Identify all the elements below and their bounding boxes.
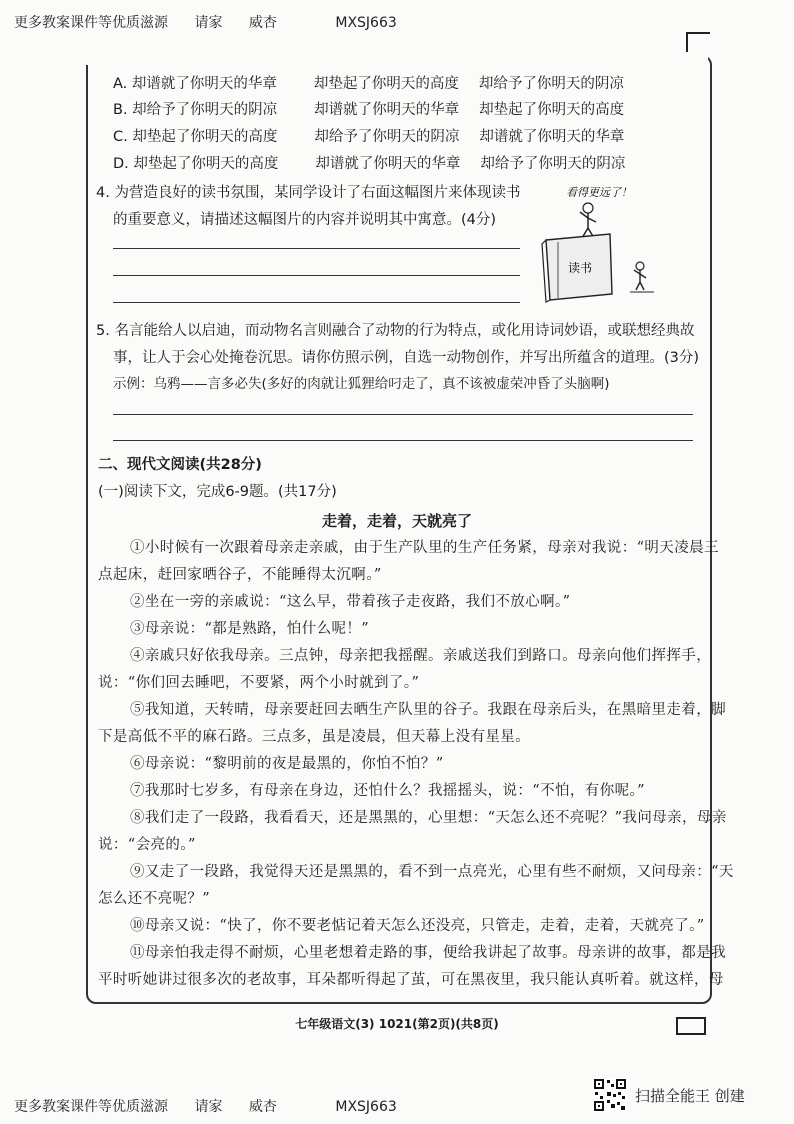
section-subheading: (一)阅读下文，完成6-9题。(共17分) — [98, 484, 337, 500]
passage-line: 平时听她讲过很多次的老故事，耳朵都听得起了茧，可在黑夜里，我只能认真听着。就这样，母 — [98, 972, 724, 988]
passage-line: ⑨又走了一段路，我觉得天还是黑黑的，看不到一点亮光，心里有些不耐烦，又问母亲：“天 — [130, 864, 734, 880]
passage-line: ④亲戚只好依我母亲。三点钟，母亲把我摇醒。亲戚送我们到路口。母亲向他们挥挥手， — [130, 648, 712, 664]
code-text: MXSJ663 — [335, 1099, 397, 1115]
passage-line: ⑥母亲说：“黎明前的夜是最黑的，你怕不怕？” — [130, 756, 444, 772]
contact-name: 威杏 — [248, 15, 277, 31]
contact-label: 请家 — [194, 1099, 223, 1115]
passage-line: ①小时候有一次跟着母亲走亲戚，由于生产队里的生产任务紧，母亲对我说：“明天凌晨三 — [130, 540, 719, 556]
passage-line: ⑧我们走了一段路，我看看天，还是黑黑的，心里想：“天怎么还不亮呢？”我问母亲，母亲 — [130, 810, 727, 826]
contact-label: 请家 — [194, 15, 223, 31]
passage-title: 走着，走着，天就亮了 — [321, 512, 472, 530]
promo-text: 更多教案课件等优质滋源 — [14, 15, 168, 31]
illus-caption: 看得更远了！ — [566, 186, 632, 199]
person-body-icon — [580, 212, 596, 238]
scanner-text: 扫描全能王 创建 — [635, 1086, 745, 1105]
passage-line: ③母亲说：“都是熟路，怕什么呢！” — [130, 621, 370, 637]
option-a: A. 却谱就了你明天的华章 却垫起了你明天的高度 却给予了你明天的阴凉 — [113, 76, 624, 92]
page-corner-box — [676, 1017, 706, 1035]
passage-line: ⑪母亲怕我走得不耐烦，心里老想着走路的事，便给我讲起了故事。母亲讲的故事，都是我 — [130, 945, 726, 961]
option-c: C. 却垫起了你明天的高度 却给予了你明天的阴凉 却谱就了你明天的华章 — [113, 129, 625, 145]
qr-code-icon — [593, 1078, 627, 1112]
q5-example: 示例：乌鸦——言多必失(多好的肉就让狐狸给叼走了，真不该被虚荣冲昏了头脑啊) — [113, 376, 610, 392]
passage-line: 说：“会亮的。” — [98, 837, 196, 853]
q5-line1: 5. 名言能给人以启迪，而动物名言则融合了动物的行为特点，或化用诗词妙语，或联想经典故 — [96, 323, 695, 339]
scanner-badge — [593, 1078, 745, 1112]
answer-line[interactable] — [113, 440, 693, 441]
promo-text: 更多教案课件等优质滋源 — [14, 1099, 168, 1115]
answer-line[interactable] — [113, 275, 520, 276]
book-label: 读书 — [568, 261, 593, 275]
code-text: MXSJ663 — [335, 15, 397, 31]
option-b: B. 却给予了你明天的阴凉 却谱就了你明天的华章 却垫起了你明天的高度 — [113, 102, 625, 118]
answer-line[interactable] — [113, 248, 520, 249]
option-d: D. 却垫起了你明天的高度 却谱就了你明天的华章 却给予了你明天的阴凉 — [113, 156, 626, 172]
bottom-watermark — [14, 1096, 419, 1116]
answer-line[interactable] — [113, 302, 520, 303]
passage-line: 点起床，赶回家晒谷子，不能睡得太沉啊。” — [98, 567, 382, 583]
section-heading: 二、现代文阅读(共28分) — [98, 457, 262, 473]
passage-line: ⑦我那时七岁多，有母亲在身边，还怕什么？我摇摇头，说：“不怕，有你呢。” — [130, 783, 645, 799]
passage-line: ⑤我知道，天转晴，母亲要赶回去晒生产队里的谷子。我跟在母亲后头，在黑暗里走着，脚 — [130, 702, 726, 718]
q5-line2: 事，让人于会心处掩卷沉思。请你仿照示例，自选一动物创作，并写出所蕴含的道理。(3分) — [113, 350, 700, 366]
passage-line: ⑩母亲又说：“快了，你不要老惦记着天怎么还没亮，只管走，走着，走着，天就亮了。” — [130, 918, 705, 934]
contact-name: 威杏 — [248, 1099, 277, 1115]
top-watermark — [14, 12, 419, 32]
person-head-icon — [583, 203, 593, 213]
small-person-icon — [636, 262, 644, 270]
passage-line: 怎么还不亮呢？” — [98, 891, 211, 907]
q4-line2: 的重要意义，请描述这幅图片的内容并说明其中寓意。(4分) — [113, 212, 497, 228]
answer-line[interactable] — [113, 414, 693, 415]
passage-line: 下是高低不平的麻石路。三点多，虽是凌晨，但天幕上没有星星。 — [98, 729, 531, 745]
passage-line: 说：“你们回去睡吧，不要紧，两个小时就到了。” — [98, 675, 420, 691]
page-footer: 七年级语文(3) 1021(第2页)(共8页) — [295, 1017, 499, 1031]
q4-line1: 4. 为营造良好的读书氛围，某同学设计了右面这幅图片来体现读书 — [96, 185, 521, 201]
corner-mark — [686, 32, 710, 52]
reading-illustration — [538, 182, 668, 304]
passage-line: ②坐在一旁的亲戚说：“这么早，带着孩子走夜路，我们不放心啊。” — [130, 594, 571, 610]
